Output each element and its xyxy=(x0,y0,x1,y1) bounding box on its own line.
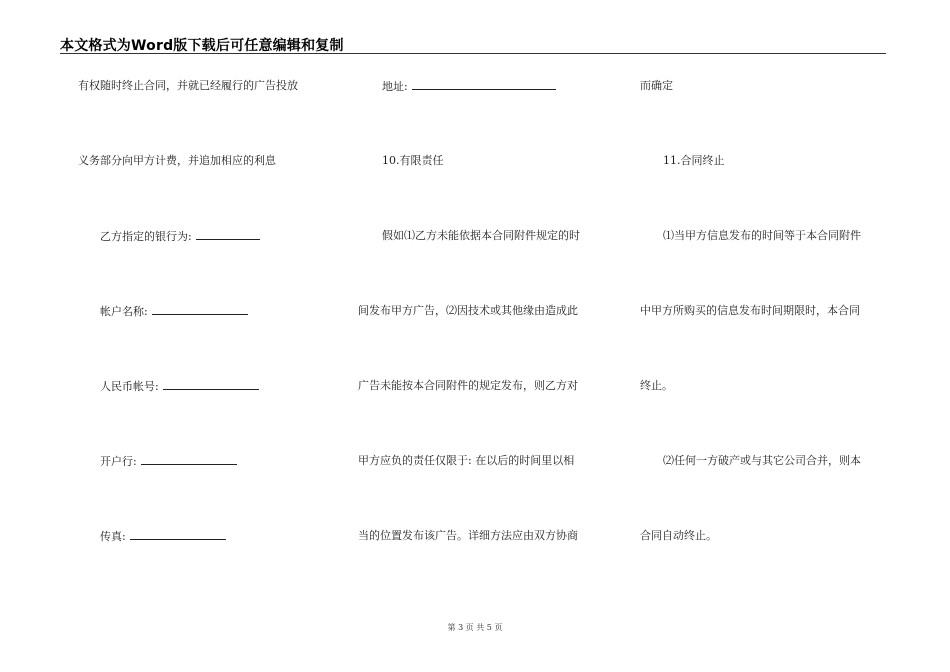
section-10-title: 10.有限责任 xyxy=(382,154,444,167)
account-name-blank-line xyxy=(152,304,248,315)
bank-blank-line xyxy=(196,229,260,240)
section-11-para-4: ⑵任何一方破产或与其它公司合并，则本 xyxy=(663,454,861,467)
bank-field xyxy=(100,229,260,244)
address-label: 地址: xyxy=(382,80,408,93)
section-11-para-3: 终止。 xyxy=(640,379,673,392)
left-text-line-1: 有权随时终止合同，并就已经履行的广告投放 xyxy=(78,79,298,92)
rmb-account-label: 人民币帐号: xyxy=(100,380,159,393)
section-11-para-1: ⑴当甲方信息发布的时间等于本合同附件 xyxy=(663,229,861,242)
address-blank-line xyxy=(412,79,556,90)
rmb-account-field xyxy=(100,379,259,394)
rmb-account-blank-line xyxy=(163,379,259,390)
section-10-para-1: 假如⑴乙方未能依据本合同附件规定的时 xyxy=(382,229,580,242)
opening-bank-label: 开户行: xyxy=(100,455,137,468)
section-10-para-4: 甲方应负的责任仅限于: 在以后的时间里以相 xyxy=(358,454,575,467)
section-10-para-5: 当的位置发布该广告。详细方法应由双方协商 xyxy=(358,529,578,542)
section-10-para-2: 间发布甲方广告，⑵因技术或其他缘由造成此 xyxy=(358,304,578,317)
section-11-para-5: 合同自动终止。 xyxy=(640,529,717,542)
account-name-field xyxy=(100,304,248,319)
bank-label: 乙方指定的银行为: xyxy=(100,230,192,243)
fax-blank-line xyxy=(130,529,226,540)
document-header-title: 本文格式为Word版下载后可任意编辑和复制 xyxy=(60,38,344,54)
page-number-footer: 第 3 页 共 5 页 xyxy=(447,623,503,632)
section-10-para-3: 广告未能按本合同附件的规定发布，则乙方对 xyxy=(358,379,578,392)
right-text-line-1: 而确定 xyxy=(640,79,673,92)
account-name-label: 帐户名称: xyxy=(100,305,148,318)
fax-label: 传真: xyxy=(100,530,126,543)
opening-bank-blank-line xyxy=(141,454,237,465)
header-divider xyxy=(60,53,886,54)
opening-bank-field xyxy=(100,454,237,469)
left-text-line-2: 义务部分向甲方计费，并追加相应的利息 xyxy=(78,154,276,167)
fax-field xyxy=(100,529,226,544)
address-field xyxy=(382,79,556,94)
section-11-para-2: 中甲方所购买的信息发布时间期限时，本合同 xyxy=(640,304,860,317)
section-11-title: 11.合同终止 xyxy=(663,154,725,167)
